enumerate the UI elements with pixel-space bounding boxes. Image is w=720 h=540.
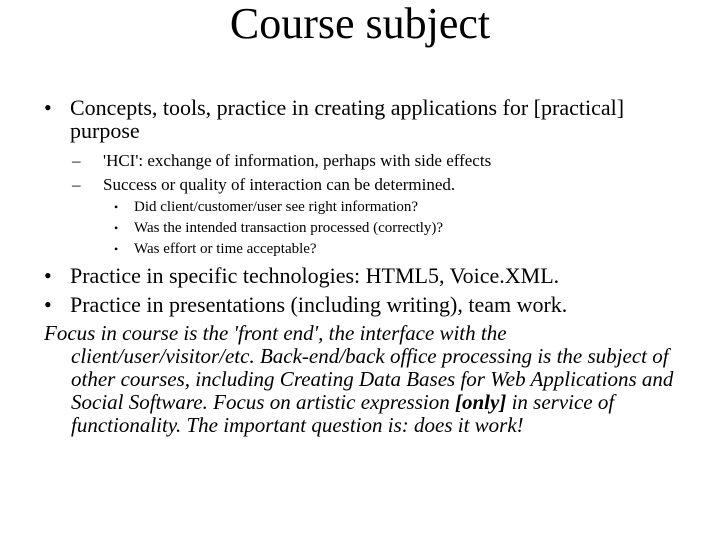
focus-text-before: client/user/visitor/etc. Back-end/back office processing is the subject of other courses, including Creating Data Bases for Web Applications and Social Software. Focus on artistic expression [71, 344, 674, 414]
bullet-text: Concepts, tools, practice in creating applications for [practical] purpose [70, 95, 625, 143]
focus-first-line: Focus in course is the 'front end', the interface with the [44, 321, 507, 345]
subsub-transaction [114, 219, 674, 237]
bullet-text: Practice in specific technologies: HTML5, Voice.XML. [70, 263, 560, 288]
dash-marker: – [72, 175, 81, 194]
bullet-marker: • [114, 242, 119, 256]
subsub-text: Did client/customer/user see right information? [134, 199, 419, 215]
bullet-marker: • [114, 200, 119, 214]
bullet-marker: • [114, 221, 119, 235]
bullet-technologies [44, 264, 704, 287]
subsub-effort [114, 240, 674, 258]
subsub-right-information [114, 198, 674, 216]
bullet-marker: • [44, 95, 52, 120]
subsub-text: Was the intended transaction processed (correctly)? [134, 220, 444, 236]
subbullet-hci [72, 151, 672, 171]
bullet-concepts [44, 96, 694, 142]
dash-marker: – [72, 151, 81, 170]
subsub-text: Was effort or time acceptable? [134, 241, 317, 257]
focus-emphasis: [only] [455, 390, 507, 414]
subbullet-text: Success or quality of interaction can be determined. [103, 175, 456, 194]
subbullet-success [72, 175, 672, 195]
bullet-presentations [44, 293, 704, 316]
bullet-text: Practice in presentations (including writing), team work. [70, 292, 568, 317]
focus-paragraph [44, 322, 684, 437]
focus-text-after: in service of functionality. The important question is: does it work! [71, 390, 615, 437]
subbullet-text: 'HCI': exchange of information, perhaps with side effects [103, 151, 492, 170]
bullet-marker: • [44, 292, 52, 317]
focus-continuation [44, 345, 684, 437]
bullet-marker: • [44, 263, 52, 288]
slide-title: Course subject [229, 0, 491, 48]
